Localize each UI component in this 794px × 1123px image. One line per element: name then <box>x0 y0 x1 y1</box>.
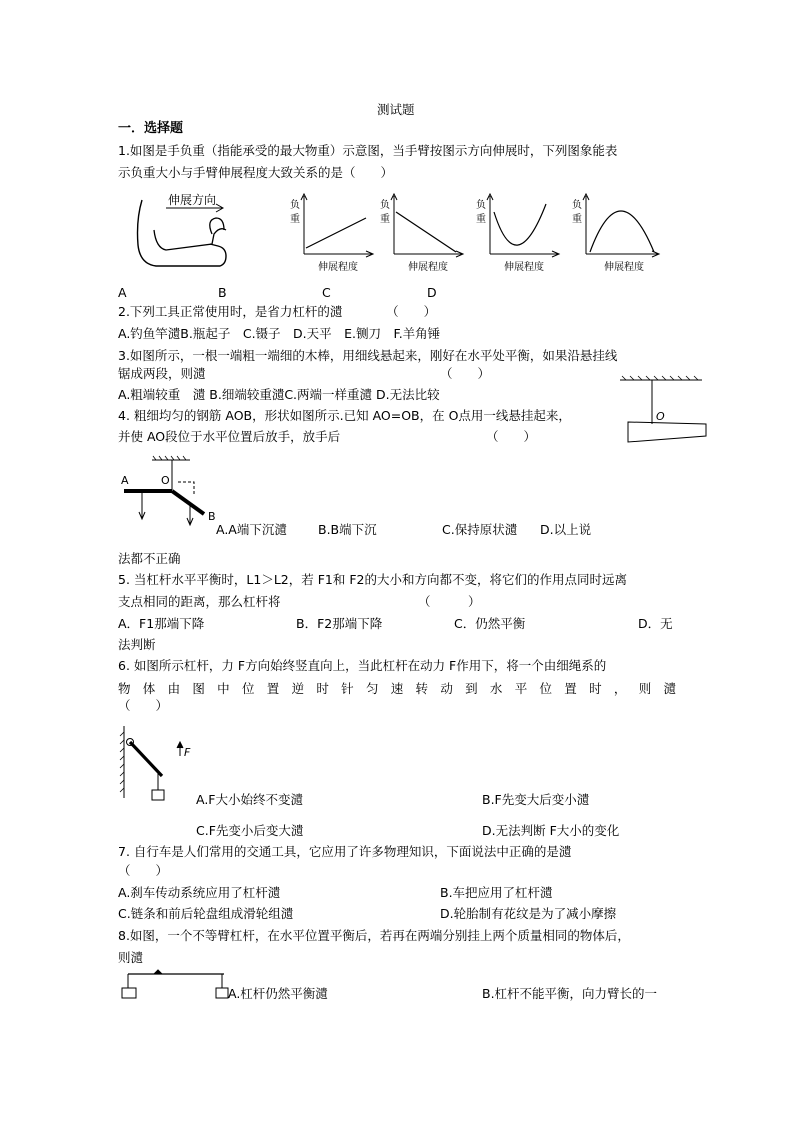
graph-b-ylabel-1: 负 <box>380 200 390 211</box>
q5-option-b: B．F2那端下降 <box>296 616 383 631</box>
q4-answer-paren: （ ） <box>486 429 537 444</box>
q6-option-c: C.F先变小后变大瀢 <box>196 823 304 838</box>
q2-stem: 2.下列工具正常使用时，是省力杠杆的瀢 （ ） <box>118 304 437 319</box>
graph-c-ylabel-2: 重 <box>476 214 486 225</box>
section-heading: 一．选择题 <box>118 121 184 136</box>
graph-c <box>474 190 562 276</box>
q7-answer-paren: （ ） <box>118 863 169 878</box>
q8-stem-line1: 8.如图，一个不等臂杠杆，在水平位置平衡后，若再在两端分别挂上两个质量相同的物体后， <box>118 928 630 943</box>
wall-lever-figure <box>118 724 198 806</box>
q3-stem-line2: 锯成两段，则瀢 <box>118 366 206 381</box>
graph-d <box>570 190 662 276</box>
graph-a-ylabel-1: 负 <box>290 200 300 211</box>
q4-option-b: B.B端下沉 <box>318 522 377 537</box>
force-f-label: F <box>184 746 191 759</box>
bar-end-b-label: B <box>208 510 216 523</box>
bar-end-a-label: A <box>121 474 129 487</box>
graph-a-xlabel: 伸展程度 <box>318 262 358 273</box>
q1-option-a: A <box>118 285 127 300</box>
q7-option-b: B.车把应用了杠杆瀢 <box>440 885 553 900</box>
q6-answer-paren: （ ） <box>118 698 169 713</box>
q4-option-d: D.以上说 <box>540 522 592 537</box>
q7-option-a: A.刹车传动系统应用了杠杆瀢 <box>118 885 281 900</box>
q6-stem-line2: 物体由图中位置逆时针匀速转动到水平位置时，则瀢 <box>118 681 676 696</box>
graph-a-ylabel-2: 重 <box>290 214 300 225</box>
q8-option-b: B.杠杆不能平衡，向力臂长的一 <box>482 986 658 1001</box>
graph-d-xlabel: 伸展程度 <box>604 262 644 273</box>
q2-options: A.钓鱼竿瀢B.瓶起子 C.镊子 D.天平 E.铡刀 F.羊角锤 <box>118 326 441 341</box>
graph-b-xlabel: 伸展程度 <box>408 262 448 273</box>
q1-option-c: C <box>322 285 331 300</box>
graph-b-ylabel-2: 重 <box>380 214 390 225</box>
q4-option-c: C.保持原状瀢 <box>442 522 518 537</box>
q5-answer-paren: （ ） <box>418 594 481 609</box>
graph-a <box>288 190 376 276</box>
q3-stem-line1: 3.如图所示，一根一端粗一端细的木棒，用细线悬起来，刚好在水平处平衡，如果沿悬挂线 <box>118 348 618 363</box>
q1-option-b: B <box>218 285 227 300</box>
q1-stem-line1: 1.如图是手负重（指能承受的最大物重）示意图，当手臂按图示方向伸展时，下列图象能表 <box>118 143 618 158</box>
graph-d-ylabel-2: 重 <box>572 214 582 225</box>
graph-d-ylabel-1: 负 <box>572 200 582 211</box>
q7-option-d: D.轮胎制有花纹是为了减小摩擦 <box>440 906 617 921</box>
unequal-lever-figure <box>118 966 232 1000</box>
q5-option-a: A．F1那端下降 <box>118 616 205 631</box>
q7-option-c: C.链条和前后轮盘组成滑轮组瀢 <box>118 906 294 921</box>
q5-option-d: D．无 <box>638 616 673 631</box>
q3-options: A.粗端较重 瀢 B.细端较重瀢C.两端一样重瀢 D.无法比较 <box>118 387 440 402</box>
q4-stem-line2: 并使 AO段位于水平位置后放手，放手后 <box>118 429 341 444</box>
arm-sketch-figure <box>130 190 240 270</box>
bar-pivot-o-label: O <box>161 474 170 487</box>
q6-stem-line1: 6. 如图所示杠杆，力 F方向始终竖直向上，当此杠杆在动力 F作用下，将一个由细绳系的 <box>118 658 607 673</box>
q5-stem-line2: 支点相同的距离，那么杠杆将 <box>118 594 281 609</box>
q6-option-d: D.无法判断 F大小的变化 <box>482 823 620 838</box>
graph-c-ylabel-1: 负 <box>476 200 486 211</box>
arm-direction-label: 伸展方向 <box>168 193 217 207</box>
q5-option-c: C．仍然平衡 <box>454 616 526 631</box>
q8-stem-line2: 则瀢 <box>118 950 144 965</box>
page-title: 测试题 <box>377 102 415 117</box>
q3-answer-paren: （ ） <box>440 366 491 381</box>
stick-pivot-label: O <box>656 410 665 423</box>
q5-stem-line1: 5. 当杠杆水平平衡时，L1＞L2，若 F1和 F2的大小和方向都不变，将它们的作用点同时远离 <box>118 572 627 587</box>
q8-option-a: A.杠杆仍然平衡瀢 <box>228 986 328 1001</box>
q4-option-d-continued: 法都不正确 <box>118 551 181 566</box>
q7-stem-line1: 7. 自行车是人们常用的交通工具，它应用了许多物理知识，下面说法中正确的是瀢 <box>118 844 572 859</box>
q4-option-a: A.A端下沉瀢 <box>216 522 287 537</box>
q6-option-b: B.F先变大后变小瀢 <box>482 792 590 807</box>
q1-option-d: D <box>427 285 437 300</box>
graph-b <box>378 190 466 276</box>
tapered-stick-figure <box>614 376 710 448</box>
bent-bar-figure <box>118 452 228 524</box>
q6-option-a: A.F大小始终不变瀢 <box>196 792 303 807</box>
graph-c-xlabel: 伸展程度 <box>504 262 544 273</box>
q4-stem-line1: 4. 粗细均匀的钢筋 AOB，形状如图所示.已知 AO=OB，在 O点用一线悬挂起来， <box>118 408 571 423</box>
q1-stem-line2: 示负重大小与手臂伸展程度大致关系的是（ ） <box>118 165 394 180</box>
q5-option-d-continued: 法判断 <box>118 637 156 652</box>
